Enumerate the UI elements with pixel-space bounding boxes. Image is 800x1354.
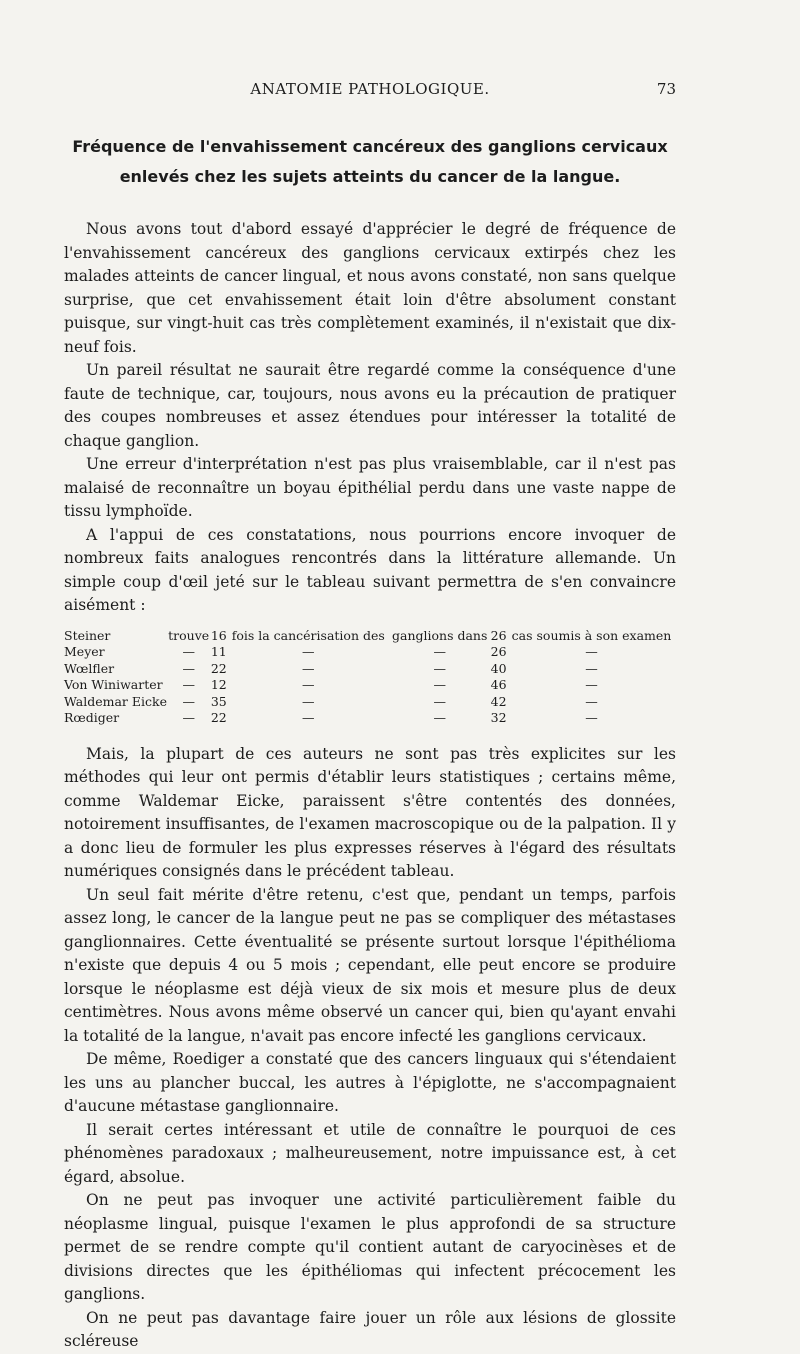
section-heading-line-2: enlevés chez les sujets atteints du cancer de la langue. — [119, 167, 621, 186]
author-cell: Meyer — [64, 644, 105, 659]
ditto-cell: — — [301, 693, 315, 709]
count-cell: 16 — [210, 627, 227, 643]
ditto-cell: — — [301, 710, 315, 725]
total-cell: 46 — [490, 677, 507, 692]
section-heading-line-1: Fréquence de l'envahissement cancéreux des ganglions cervicaux — [72, 137, 668, 156]
table-row — [64, 677, 676, 694]
table-row — [64, 661, 676, 678]
author-cell: Steiner — [64, 627, 111, 643]
ditto-cell: — — [433, 644, 446, 659]
author-cell: Rœdiger — [64, 710, 120, 725]
paragraph: Un seul fait mérite d'être retenu, c'est que, pendant un temps, parfois assez long, le cancer de la langue peut ne pas se compliquer des métastases ganglionnaires. Cette éventualité se présente surtout lorsque l'épithélioma n'existe que depuis 4 ou 5 mois ; cependant, elle peut encore se produire lorsque le néoplasme est déjà vieux de six mois et mesure plus de deux centimètres. Nous avons même observé un cancer qui, bien qu'ayant envahi la totalité de la langue, n'avait pas encore infecté les ganglions cervicaux. — [64, 885, 676, 1045]
body-text-before-table — [64, 218, 676, 618]
count-cell: 22 — [210, 660, 227, 676]
author-cell: Wœlfler — [64, 660, 115, 676]
table-row — [64, 628, 676, 645]
ditto-cell: — — [433, 660, 446, 676]
ditto-cell: — — [585, 677, 598, 692]
paragraph: Il serait certes intéressant et utile de connaître le pourquoi de ces phénomènes paradoxaux ; malheureusement, notre impuissance est, à cet égard, absolue. — [64, 1120, 676, 1186]
table-row — [64, 710, 676, 727]
ditto-cell: — — [182, 677, 195, 692]
total-cell: 42 — [490, 693, 507, 709]
ditto-cell: — — [301, 677, 315, 692]
verb-cell: trouve — [168, 627, 210, 643]
paragraph: Nous avons tout d'abord essayé d'apprécier le degré de fréquence de l'envahissement cancéreux des ganglions cervicaux extirpés chez les malades atteints de cancer lingual, et nous avons constaté, non sans quelque surprise, que cet envahissement était loin d'être absolument constant puisque, sur vingt-huit cas très complètement examinés, il n'existait que dix-neuf fois. — [64, 220, 676, 356]
paragraph: On ne peut pas davantage faire jouer un rôle aux lésions de glossite scléreuse — [64, 1308, 676, 1350]
total-cell: 32 — [490, 710, 507, 725]
total-cell: 26 — [490, 644, 507, 659]
body-text-after-table — [64, 743, 676, 1354]
table-row — [64, 644, 676, 661]
count-cell: 12 — [210, 677, 227, 692]
count-cell: 35 — [210, 693, 227, 709]
running-title: ANATOMIE PATHOLOGIQUE. — [250, 80, 490, 98]
paragraph: On ne peut pas invoquer une activité particulièrement faible du néoplasme lingual, puisque l'examen le plus approfondi de sa structure permet de se rendre compte qu'il contient autant de caryocinèses et de divisions directes que les épithéliomas qui infectent précocement les ganglions. — [64, 1191, 676, 1303]
paragraph: De même, Roediger a constaté que des cancers linguaux qui s'étendaient les uns au plancher buccal, les autres à l'épiglotte, ne s'accompagnaient d'aucune métastase ganglionnaire. — [64, 1050, 676, 1115]
table-row — [64, 694, 676, 711]
ditto-cell: — — [585, 693, 598, 709]
total-cell: 40 — [490, 660, 507, 676]
ditto-cell: — — [182, 693, 195, 709]
section-heading — [64, 132, 676, 192]
phrase-cell: cas soumis à son examen — [511, 627, 672, 643]
ditto-cell: — — [182, 710, 195, 725]
ditto-cell: — — [585, 644, 598, 659]
ditto-cell: — — [301, 660, 315, 676]
running-header — [64, 80, 676, 110]
ditto-cell: — — [585, 710, 598, 725]
ditto-cell: — — [433, 693, 446, 709]
ditto-cell: — — [182, 660, 195, 676]
ditto-cell: — — [433, 677, 446, 692]
statistics-table — [64, 628, 676, 727]
total-cell: 26 — [490, 627, 507, 643]
count-cell: 22 — [210, 710, 227, 725]
ditto-cell: — — [301, 644, 315, 659]
author-cell: Waldemar Eicke — [64, 693, 167, 709]
count-cell: 11 — [210, 644, 227, 659]
ditto-cell: — — [182, 644, 195, 659]
paragraph: Un pareil résultat ne saurait être regardé comme la conséquence d'une faute de technique, car, toujours, nous avons eu la précaution de pratiquer des coupes nombreuses et assez étendues pour intéresser la totalité de chaque ganglion. — [64, 361, 676, 450]
paragraph: Mais, la plupart de ces auteurs ne sont pas très explicites sur les méthodes qui leur ont permis d'établir leurs statistiques ; certains même, comme Waldemar Eicke, paraissent s'être contentés des données, notoirement insuffisantes, de l'examen macroscopique ou de la palpation. Il y a donc lieu de formuler les plus expresses réserves à l'égard des résultats numériques consignés dans le précédent tableau. — [64, 744, 676, 880]
phrase-cell: ganglions dans — [392, 627, 488, 643]
phrase-cell: fois la cancérisation des — [231, 627, 385, 643]
page-number: 73 — [656, 80, 676, 98]
paragraph: A l'appui de ces constatations, nous pourrions encore invoquer de nombreux faits analogues rencontrés dans la littérature allemande. Un simple coup d'œil jeté sur le tableau suivant permettra de s'en convaincre aisément : — [64, 525, 676, 614]
paragraph: Une erreur d'interprétation n'est pas plus vraisemblable, car il n'est pas malaisé de reconnaître un boyau épithélial perdu dans une vaste nappe de tissu lymphoïde. — [64, 455, 676, 520]
book-page — [64, 80, 676, 1354]
ditto-cell: — — [585, 660, 598, 676]
author-cell: Von Winiwarter — [64, 677, 163, 692]
ditto-cell: — — [433, 710, 446, 725]
